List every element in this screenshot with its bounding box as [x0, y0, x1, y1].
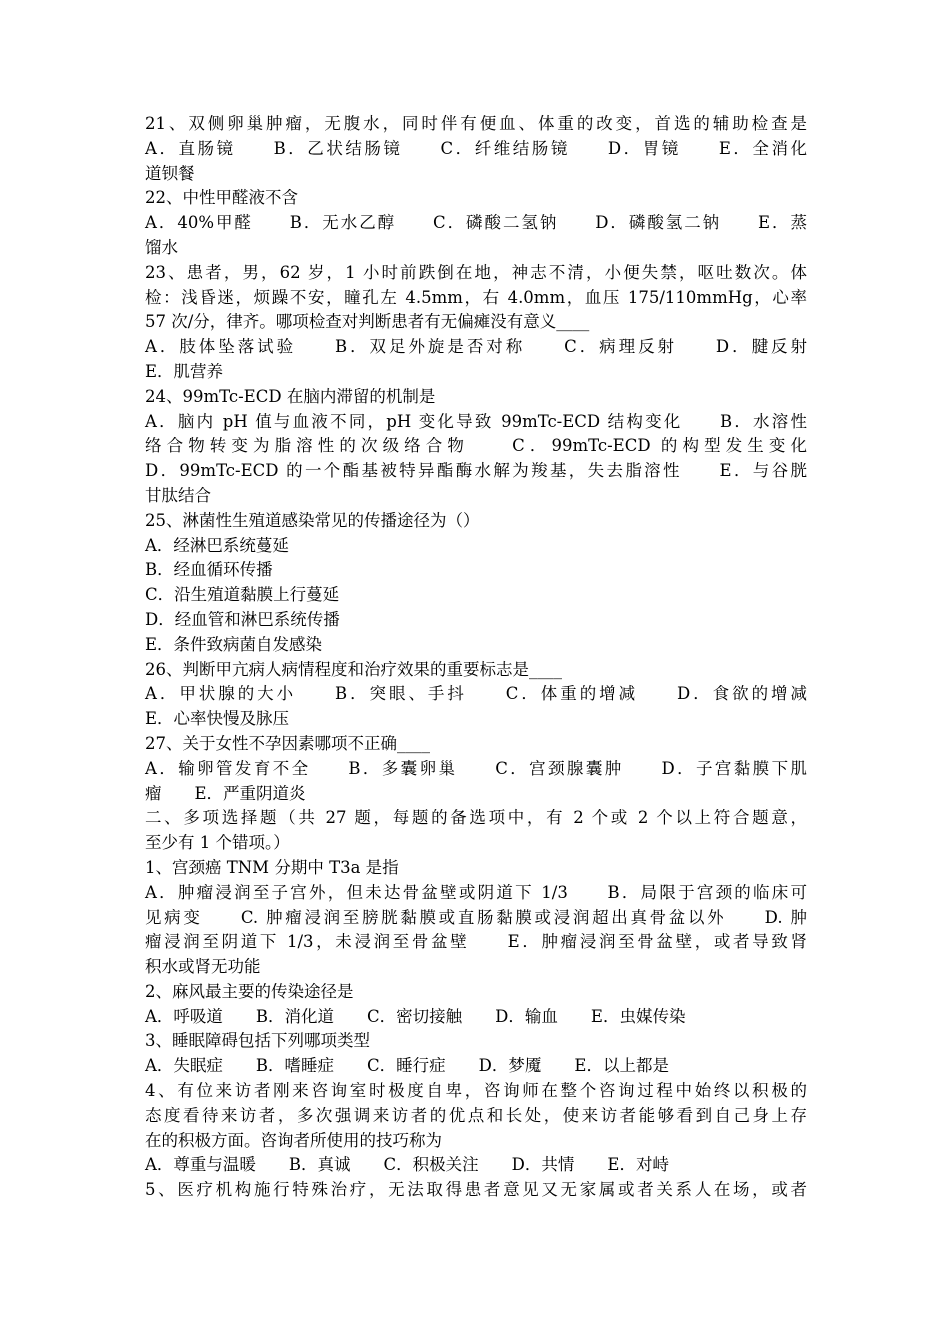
text-line: 至少有 1 个错项。）: [145, 833, 290, 853]
text-line: 积水或肾无功能: [145, 957, 261, 977]
text-line: 检：浅昏迷，烦躁不安，瞳孔左 4.5mm，右 4.0mm，血压 175/110mmHg，心率: [145, 287, 807, 307]
text-line: 23、患者，男，62 岁，1 小时前跌倒在地，神志不清，小便失禁，呕吐数次。体: [145, 262, 807, 282]
text-line: 瘤 E．严重阴道炎: [145, 783, 306, 803]
text-line: C．沿生殖道黏膜上行蔓延: [145, 585, 340, 605]
text-line: 57 次/分，律齐。哪项检查对判断患者有无偏瘫没有意义____: [145, 312, 590, 332]
text-line: 5、医疗机构施行特殊治疗，无法取得患者意见又无家属或者关系人在场，或者: [145, 1180, 807, 1200]
text-line: 甘肽结合: [145, 485, 211, 505]
text-line: 3、睡眠障碍包括下列哪项类型: [145, 1031, 370, 1051]
text-line: 21、双侧卵巢肿瘤，无腹水，同时伴有便血、体重的改变，首选的辅助检查是: [145, 114, 807, 133]
text-line: A．尊重与温暖 B．真诚 C．积极关注 D．共情 E．对峙: [145, 1155, 669, 1175]
text-line: 在的积极方面。咨询者所使用的技巧称为: [145, 1130, 442, 1150]
text-line: 2、麻风最主要的传染途径是: [145, 981, 354, 1001]
text-line: 27、关于女性不孕因素哪项不正确____: [145, 733, 430, 753]
text-line: E．肌营养: [145, 361, 224, 381]
document-page: [145, 112, 807, 1203]
text-line: 二、多项选择题（共 27 题，每题的备选项中，有 2 个或 2 个以上符合题意，: [145, 808, 807, 828]
text-line: 瘤浸润至阴道下 1/3，未浸润至骨盆壁 E．肿瘤浸润至骨盆壁，或者导致肾: [145, 932, 807, 952]
text-line: A．呼吸道 B．消化道 C．密切接触 D．输血 E．虫媒传染: [145, 1006, 686, 1026]
text-line: A．脑内 pH 值与血液不同，pH 变化导致 99mTc-ECD 结构变化 B．水溶性: [145, 411, 807, 431]
text-line: 4、有位来访者刚来咨询室时极度自卑，咨询师在整个咨询过程中始终以积极的: [145, 1081, 807, 1101]
text-line: 25、淋菌性生殖道感染常见的传播途径为（）: [145, 510, 480, 530]
text-line: 22、中性甲醛液不含: [145, 188, 298, 208]
text-line: A．经淋巴系统蔓延: [145, 535, 289, 555]
text-line: B．经血循环传播: [145, 560, 273, 580]
text-line: 道钡餐: [145, 163, 195, 183]
text-line: 1、宫颈癌 TNM 分期中 T3a 是指: [145, 857, 399, 877]
text-line: E．心率快慢及脉压: [145, 709, 290, 729]
text-line: 见病变 C. 肿瘤浸润至膀胱黏膜或直肠黏膜或浸润超出真骨盆以外 D. 肿: [145, 907, 807, 927]
text-line: 26、判断甲亢病人病情程度和治疗效果的重要标志是____: [145, 659, 562, 679]
text-line: 馏水: [145, 237, 178, 257]
text-line: A．肢体坠落试验 B．双足外旋是否对称 C．病理反射 D．腱反射: [145, 337, 807, 357]
text-line: A．失眠症 B．嗜睡症 C．睡行症 D．梦魇 E．以上都是: [145, 1056, 669, 1076]
text-line: A．输卵管发育不全 B．多囊卵巢 C．宫颈腺囊肿 D．子宫黏膜下肌: [145, 758, 807, 778]
text-line: 态度看待来访者，多次强调来访者的优点和长处，使来访者能够看到自己身上存: [145, 1105, 807, 1125]
text-line: D．经血管和淋巴系统传播: [145, 609, 340, 629]
text-line: 络合物转变为脂溶性的次级络合物 C．99mTc-ECD 的构型发生变化: [145, 436, 807, 456]
text-line: E．条件致病菌自发感染: [145, 634, 323, 654]
text-line: 24、99mTc-ECD 在脑内滞留的机制是: [145, 386, 436, 406]
text-line: A．40%甲醛 B．无水乙醇 C．磷酸二氢钠 D．磷酸氢二钠 E．蒸: [145, 213, 807, 233]
text-line: A．甲状腺的大小 B．突眼、手抖 C．体重的增减 D．食欲的增减: [145, 684, 807, 704]
text-line: A．直肠镜 B．乙状结肠镜 C．纤维结肠镜 D．胃镜 E．全消化: [145, 138, 807, 158]
text-line: A．肿瘤浸润至子宫外，但未达骨盆壁或阴道下 1/3 B．局限于宫颈的临床可: [145, 882, 807, 902]
text-line: D．99mTc-ECD 的一个酯基被特异酯酶水解为羧基，失去脂溶性 E．与谷胱: [145, 461, 807, 481]
